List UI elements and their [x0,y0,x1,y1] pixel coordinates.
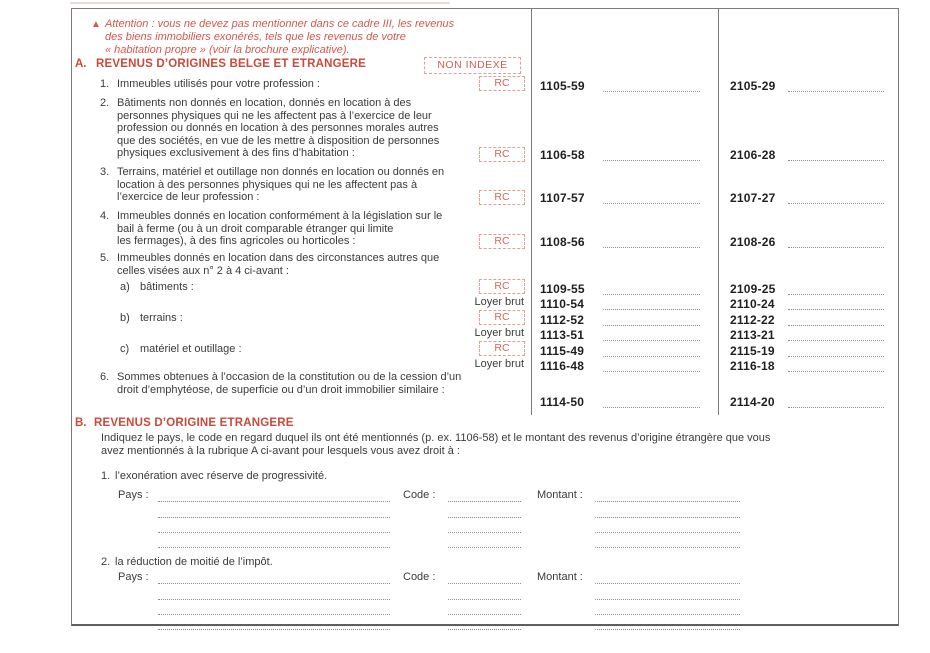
code-label: 2115-19 [730,344,775,358]
amount-entry-line[interactable] [603,235,700,248]
item-number: 2. [100,97,110,109]
pays-entry-line[interactable] [158,617,390,630]
code-entry-line[interactable] [448,505,521,518]
item-number: 1. [101,470,111,482]
warning-line: « habitation propre » (voir la brochure explicative). [105,43,350,56]
amount-entry-line[interactable] [788,282,884,295]
code-label: 1107-57 [540,191,585,205]
amount-entry-line[interactable] [788,297,884,310]
amount-entry-line[interactable] [788,313,884,326]
code-label: 1110-54 [540,297,585,311]
intro-line: avez mentionnés à la rubrique A ci-avant pour lesquels vous avez droit à : [101,445,460,457]
item-line: profession ou donnés en location à des personnes morales autres [117,122,439,135]
montant-entry-line[interactable] [595,617,740,630]
pays-entry-line[interactable] [158,571,390,584]
code-label: 2113-21 [730,328,775,342]
column-divider-1 [531,9,532,415]
section-a-title: REVENUS D’ORIGINES BELGE ET ETRANGERE [96,58,367,70]
item-line: Immeubles donnés en location conformément à la législation sur le [117,210,443,222]
item-text: la réduction de moitié de l’impôt. [115,556,273,568]
section-b-letter: B. [75,417,87,429]
subitem-text: terrains : [140,312,183,324]
subitem-letter: a) [120,281,130,293]
code-label: 1114-50 [540,395,585,409]
subitem-letter: c) [120,343,130,355]
amount-entry-line[interactable] [788,328,884,341]
code-label: 2105-29 [730,79,776,93]
amount-entry-line[interactable] [603,148,700,161]
item-line: bail à ferme (ou à un droit comparable étranger qui limite [117,222,394,235]
amount-entry-line[interactable] [788,79,884,92]
montant-entry-line[interactable] [595,602,740,615]
item-line: Sommes obtenues à l’occasion de la constitution ou de la cession d’un [117,371,462,383]
item-text [117,252,439,277]
loyer-brut-label: Loyer brut [474,358,524,370]
code-label: 1113-51 [540,328,585,342]
code-entry-line[interactable] [448,587,521,600]
item-text [117,371,461,396]
montant-entry-line[interactable] [595,571,740,584]
item-text [117,97,439,160]
scan-artifact-line [70,2,450,4]
item-text [117,210,442,248]
code-entry-line[interactable] [448,602,521,615]
code-label: 1109-55 [540,282,585,296]
item-line: droit d’emphytéose, de superficie ou d’un droit immobilier similaire : [117,383,445,396]
code-entry-line[interactable] [448,520,521,533]
rc-box: RC [479,147,525,162]
montant-label: Montant : [537,571,583,583]
item-number: 2. [101,556,111,568]
item-number: 4. [100,210,110,222]
montant-entry-line[interactable] [595,587,740,600]
code-label: 2109-25 [730,282,776,296]
warning-triangle-icon: ▲ [91,19,101,30]
rc-box: RC [479,279,525,294]
montant-label: Montant : [537,489,583,501]
code-label: 1112-52 [540,313,585,327]
item-line: que des sociétés, en vue de les mettre à disposition de personnes [117,134,440,147]
code-label: 2110-24 [730,297,775,311]
item-line: Immeubles utilisés pour votre profession : [117,78,320,90]
code-label: Code : [403,571,436,583]
amount-entry-line[interactable] [603,328,700,341]
code-label: 1105-59 [540,79,585,93]
cadre-iii-box [71,8,899,626]
montant-entry-line[interactable] [595,535,740,548]
item-text [117,78,320,91]
pays-entry-line[interactable] [158,505,390,518]
rc-box: RC [479,341,525,356]
code-entry-line[interactable] [448,571,521,584]
amount-entry-line[interactable] [603,359,700,372]
code-label: 1116-48 [540,359,585,373]
amount-entry-line[interactable] [603,79,700,92]
rc-box: RC [479,76,525,91]
item-text [117,166,444,204]
item-line: Bâtiments non donnés en location, donnés en location à des [117,97,412,109]
item-line: celles visées aux n° 2 à 4 ci-avant : [117,264,289,277]
non-indexe-box: NON INDEXE [424,57,521,74]
subitem-text: matériel et outillage : [140,343,242,355]
subitem-text: bâtiments : [140,281,194,293]
pays-entry-line[interactable] [158,489,390,502]
loyer-brut-label: Loyer brut [474,327,524,339]
pays-label: Pays : [118,571,149,583]
code-label: 1106-58 [540,148,585,162]
item-line: Immeubles donnés en location dans des circonstances autres que [117,252,440,264]
amount-entry-line[interactable] [603,344,700,357]
column-divider-2 [718,9,719,415]
item-line: l’exercice de leur profession : [117,191,260,204]
item-line: physiques exclusivement à des fins d’habitation : [117,147,355,160]
rc-box: RC [479,234,525,249]
code-label: 2108-26 [730,235,776,249]
code-label: Code : [403,489,436,501]
warning-line: des biens immobiliers exonérés, tels que les revenus de votre [105,30,406,43]
section-b-title: REVENUS D’ORIGINE ETRANGERE [94,417,294,429]
amount-entry-line[interactable] [603,191,700,204]
amount-entry-line[interactable] [788,191,884,204]
code-label: 1115-49 [540,344,585,358]
warning-line: Attention : vous ne devez pas mentionner dans ce cadre III, les revenus [105,18,455,30]
amount-entry-line[interactable] [603,395,700,408]
item-number: 3. [100,166,110,178]
code-label: 2112-22 [730,313,775,327]
intro-line: Indiquez le pays, le code en regard duquel ils ont été mentionnés (p. ex. 1106-58) et le montant des revenus d’origine étrangère que vous [101,432,771,444]
amount-entry-line[interactable] [788,359,884,372]
montant-entry-line[interactable] [595,489,740,502]
amount-entry-line[interactable] [788,344,884,357]
code-entry-line[interactable] [448,535,521,548]
warning-text [105,18,454,56]
pays-entry-line[interactable] [158,520,390,533]
code-label: 2116-18 [730,359,775,373]
item-text: l’exonération avec réserve de progressivité. [115,470,328,482]
amount-entry-line[interactable] [788,148,884,161]
montant-entry-line[interactable] [595,505,740,518]
pays-entry-line[interactable] [158,587,390,600]
code-label: 1108-56 [540,235,585,249]
rc-box: RC [479,310,525,325]
item-line: Terrains, matériel et outillage non donnés en location ou donnés en [117,166,445,178]
code-label: 2114-20 [730,395,775,409]
pays-label: Pays : [118,489,149,501]
item-number: 6. [100,371,110,383]
pays-entry-line[interactable] [158,535,390,548]
item-line: les fermages), à des fins agricoles ou horticoles : [117,235,356,248]
rc-box: RC [479,190,525,205]
item-number: 1. [100,78,110,90]
code-entry-line[interactable] [448,489,521,502]
montant-entry-line[interactable] [595,520,740,533]
item-number: 5. [100,252,110,264]
code-label: 2106-28 [730,148,776,162]
pays-entry-line[interactable] [158,602,390,615]
amount-entry-line[interactable] [603,313,700,326]
section-b-intro [101,432,770,458]
subitem-letter: b) [120,312,130,324]
section-a-letter: A. [75,58,87,70]
amount-entry-line[interactable] [603,282,700,295]
item-line: location à des personnes physiques qui ne les affectent pas à [117,178,418,191]
amount-entry-line[interactable] [603,297,700,310]
item-line: personnes physiques qui ne les affectent pas à l’exercice de leur [117,109,432,122]
amount-entry-line[interactable] [788,395,884,408]
code-label: 2107-27 [730,191,776,205]
loyer-brut-label: Loyer brut [474,296,524,308]
amount-entry-line[interactable] [788,235,884,248]
code-entry-line[interactable] [448,617,521,630]
